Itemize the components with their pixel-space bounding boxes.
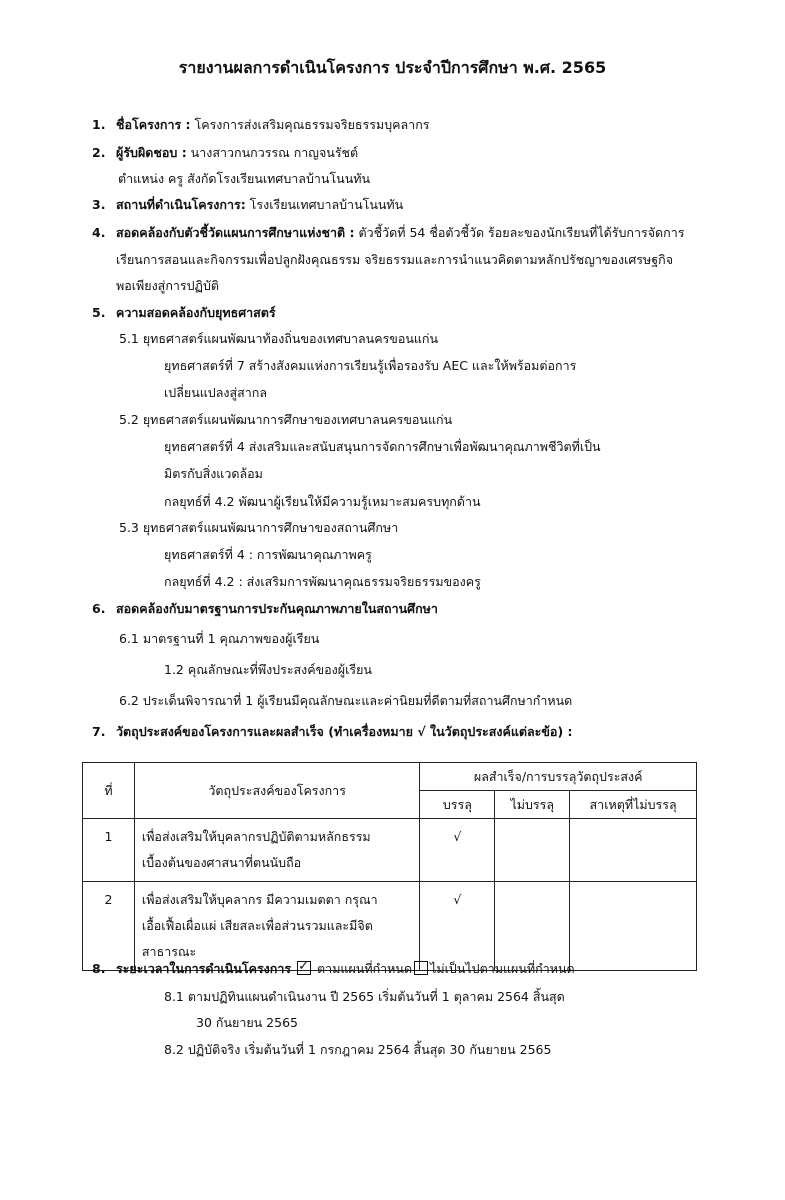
duration-text: 30 กันยายน 2565: [196, 1015, 298, 1030]
off-plan-text: ไม่เป็นไปตามแผนที่กำหนด: [430, 961, 575, 976]
location-value: โรงเรียนเทศบาลบ้านโนนทัน: [245, 197, 404, 212]
row-number: 2: [104, 892, 113, 907]
objective-text: เบื้องต้นของศาสนาที่ตนนับถือ: [141, 855, 302, 870]
page-title: รายงานผลการดำเนินโครงการ ประจำปีการศึกษา พ.ศ. 2565: [178, 58, 607, 77]
strategy-text: กลยุทธ์ที่ 4.2 พัฒนาผู้เรียนให้มีความรู้เหมาะสมครบทุกด้าน: [164, 494, 481, 509]
standard-heading: [116, 600, 438, 618]
col-header-objective: วัตถุประสงค์ของโครงการ: [134, 763, 419, 819]
not-met-cell: [496, 820, 568, 828]
strategy-label: ความสอดคล้องกับยุทธศาสตร์: [116, 305, 276, 320]
empty-checkbox-icon: [414, 961, 428, 975]
duration-row: [116, 960, 575, 978]
objectives-table: [82, 762, 697, 971]
table-row: [83, 882, 697, 971]
objectives-label: วัตถุประสงค์ของโครงการและผลสำเร็จ (ทำเครื่องหมาย √ ในวัตถุประสงค์แต่ละข้อ) :: [116, 724, 573, 739]
strategy-heading: [116, 304, 276, 322]
item-number: 8.: [92, 961, 106, 976]
standard-text: 1.2 คุณลักษณะที่พึงประสงค์ของผู้เรียน: [164, 662, 372, 677]
objective-text: เอื้อเฟื้อเผื่อแผ่ เสียสละเพื่อส่วนรวมและมีจิต: [141, 918, 373, 933]
objective-text: เพื่อส่งเสริมให้บุคลากร มีความเมตตา กรุณา: [141, 892, 378, 907]
strategy-5-3: 5.3 ยุทธศาสตร์แผนพัฒนาการศึกษาของสถานศึกษา: [119, 520, 399, 535]
col-header-reason: สาเหตุที่ไม่บรรลุ: [570, 791, 697, 819]
project-name-row: [116, 116, 429, 134]
reason-cell: [571, 820, 695, 828]
met-checkmark: √: [453, 892, 462, 907]
col-header-met: บรรลุ: [420, 791, 495, 819]
row-number: 1: [104, 829, 113, 844]
standard-6-1: 6.1 มาตรฐานที่ 1 คุณภาพของผู้เรียน: [119, 631, 320, 646]
col-header-not-met: ไม่บรรลุ: [495, 791, 570, 819]
strategy-text: ยุทธศาสตร์ที่ 7 สร้างสังคมแห่งการเรียนรู้เพื่อรองรับ AEC และให้พร้อมต่อการ: [164, 358, 577, 373]
item-number: 2.: [92, 145, 106, 160]
strategy-text: ยุทธศาสตร์ที่ 4 ส่งเสริมและสนับสนุนการจัดการศึกษาเพื่อพัฒนาคุณภาพชีวิตที่เป็น: [164, 439, 601, 454]
national-plan-row: [116, 224, 684, 242]
table-row: [83, 819, 697, 882]
responsible-label: ผู้รับผิดชอบ :: [116, 145, 187, 160]
national-plan-label: สอดคล้องกับตัวชี้วัดแผนการศึกษาแห่งชาติ :: [116, 225, 355, 240]
strategy-text: ยุทธศาสตร์ที่ 4 : การพัฒนาคุณภาพครู: [164, 547, 372, 562]
objective-text: สาธารณะ: [141, 944, 197, 959]
strategy-text: มิตรกับสิ่งแวดล้อม: [164, 466, 263, 481]
item-number: 5.: [92, 305, 106, 320]
strategy-5-2: 5.2 ยุทธศาสตร์แผนพัฒนาการศึกษาของเทศบาลนครขอนแก่น: [119, 412, 453, 427]
national-plan-value: ตัวชี้วัดที่ 54 ชื่อตัวชี้วัด ร้อยละของนักเรียนที่ได้รับการจัดการ: [354, 225, 685, 240]
met-checkmark: √: [453, 829, 462, 844]
item-number: 7.: [92, 724, 106, 739]
not-met-cell: [496, 883, 568, 891]
standard-6-2: 6.2 ประเด็นพิจารณาที่ 1 ผู้เรียนมีคุณลักษณะและค่านิยมที่ดีตามที่สถานศึกษากำหนด: [119, 693, 573, 708]
on-plan-text: ตามแผนที่กำหนด: [313, 961, 413, 976]
standard-label: สอดคล้องกับมาตรฐานการประกันคุณภาพภายในสถานศึกษา: [116, 601, 438, 616]
responsible-row: [116, 144, 358, 162]
item-number: 4.: [92, 225, 106, 240]
national-plan-text: พอเพียงสู่การปฏิบัติ: [116, 278, 219, 293]
item-number: 1.: [92, 117, 106, 132]
col-header-no: ที่: [83, 763, 135, 819]
duration-8-2: 8.2 ปฏิบัติจริง เริ่มต้นวันที่ 1 กรกฎาคม 2564 สิ้นสุด 30 กันยายน 2565: [164, 1042, 552, 1057]
national-plan-text: เรียนการสอนและกิจกรรมเพื่อปลูกฝังคุณธรรม จริยธรรมและการนำแนวคิดตามหลักปรัชญาของเศรษฐกิจ: [116, 252, 674, 267]
checked-box-icon: [297, 961, 311, 975]
strategy-text: กลยุทธ์ที่ 4.2 : ส่งเสริมการพัฒนาคุณธรรมจริยธรรมของครู: [164, 574, 481, 589]
objective-text: เพื่อส่งเสริมให้บุคลากรปฏิบัติตามหลักธรรม: [141, 829, 371, 844]
reason-cell: [571, 883, 695, 891]
item-number: 6.: [92, 601, 106, 616]
location-row: [116, 196, 403, 214]
item-number: 3.: [92, 197, 106, 212]
col-header-result: ผลสำเร็จ/การบรรลุวัตถุประสงค์: [420, 763, 697, 791]
duration-8-1: 8.1 ตามปฏิทินแผนดำเนินงาน ปี 2565 เริ่มต้นวันที่ 1 ตุลาคม 2564 สิ้นสุด: [164, 989, 565, 1004]
duration-label: ระยะเวลาในการดำเนินโครงการ: [116, 961, 292, 976]
position-text: ตำแหน่ง ครู สังกัดโรงเรียนเทศบาลบ้านโนนทัน: [118, 171, 371, 186]
project-name-value: โครงการส่งเสริมคุณธรรมจริยธรรมบุคลากร: [190, 117, 430, 132]
responsible-value: นางสาวกนกวรรณ กาญจนรัชต์: [186, 145, 359, 160]
location-label: สถานที่ดำเนินโครงการ:: [116, 197, 246, 212]
project-name-label: ชื่อโครงการ :: [116, 117, 191, 132]
objectives-heading: [116, 723, 573, 741]
strategy-5-1: 5.1 ยุทธศาสตร์แผนพัฒนาท้องถิ่นของเทศบาลนครขอนแก่น: [119, 331, 439, 346]
strategy-text: เปลี่ยนแปลงสู่สากล: [164, 385, 267, 400]
